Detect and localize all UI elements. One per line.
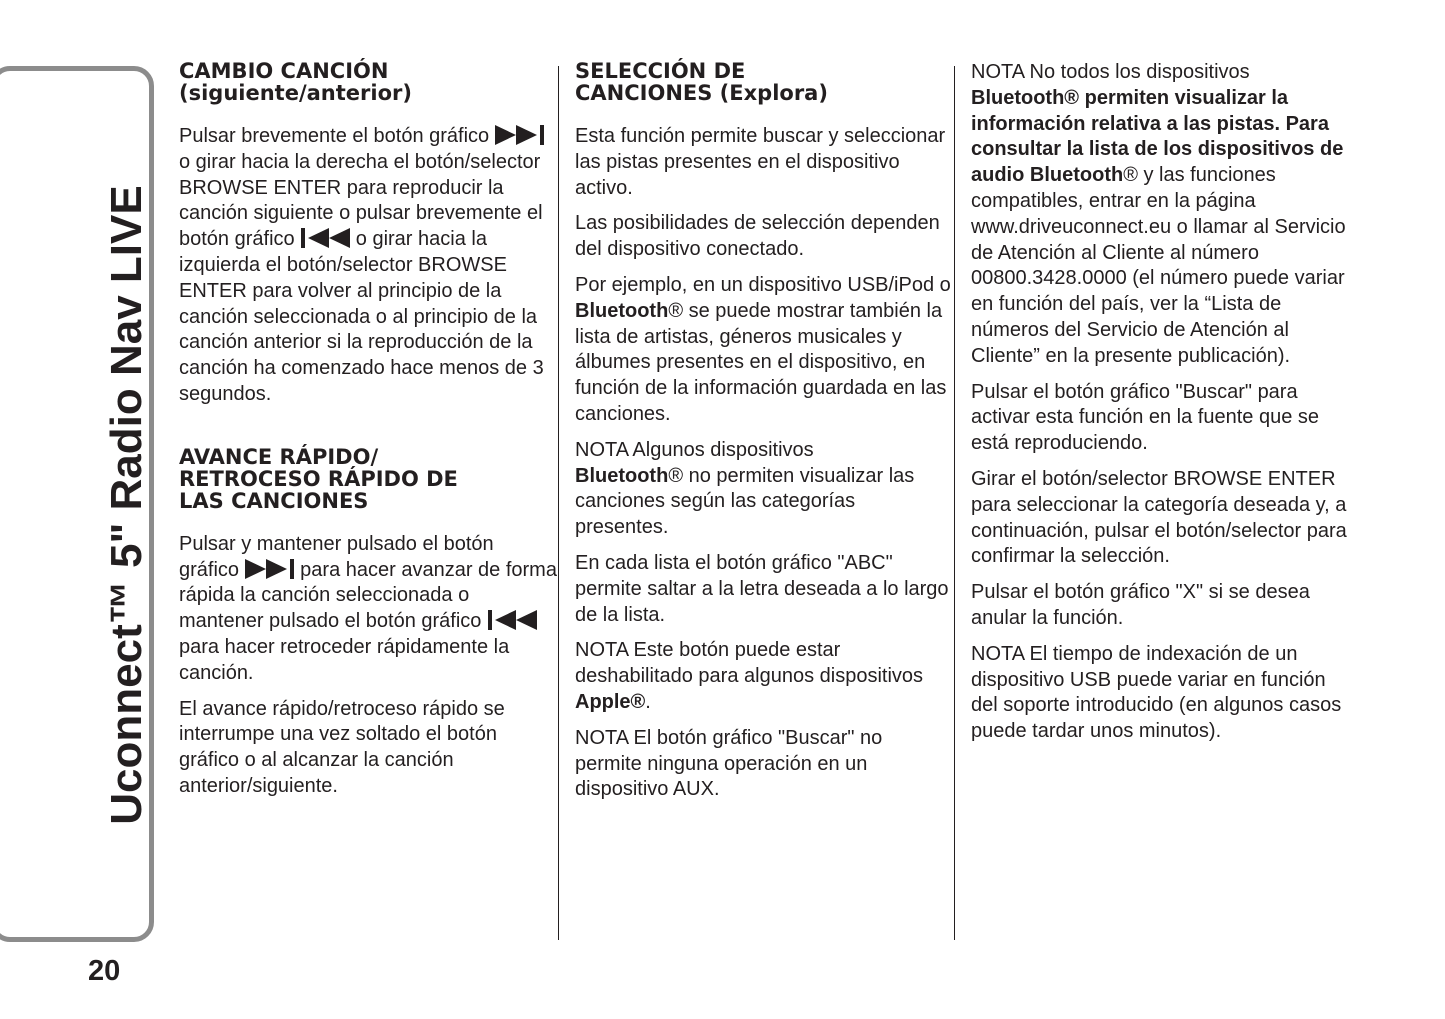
text: Pulsar y mantener pulsado el botón gráfico	[179, 532, 494, 581]
paragraph	[575, 438, 953, 541]
text-bold: Bluetooth® permiten visualizar la información relativa a las pistas. Para consultar la lista de los dispositivos de audio Bluetooth	[971, 86, 1344, 187]
text: o girar hacia la derecha el botón/selector BROWSE ENTER para reproducir la canción siguiente o pulsar brevemente el botón gráfico	[179, 150, 543, 251]
heading-line: AVANCE RÁPIDO/	[179, 444, 379, 469]
paragraph	[575, 273, 953, 428]
heading-line: RETROCESO RÁPIDO DE	[179, 466, 458, 491]
text: .	[645, 690, 651, 713]
paragraph: En cada lista el botón gráfico "ABC" permite saltar a la letra deseada a lo largo de la lista.	[575, 551, 949, 626]
paragraph: Pulsar el botón gráfico "Buscar" para activar esta función en la fuente que se está reproduciendo.	[971, 380, 1320, 455]
next-track-icon	[245, 559, 295, 579]
paragraph	[179, 124, 557, 408]
paragraph: Girar el botón/selector BROWSE ENTER para seleccionar la categoría deseada y, a continuación, pulsar el botón/selector para confirmar la selección.	[971, 467, 1347, 568]
paragraph	[971, 60, 1349, 370]
text: Pulsar brevemente el botón gráfico	[179, 125, 490, 147]
paragraph: NOTA El tiempo de indexación de un dispositivo USB puede variar en función del soporte introducido (en algunos casos puede tardar unos minutos).	[971, 642, 1342, 743]
paragraph: Las posibilidades de selección dependen del dispositivo conectado.	[575, 212, 940, 261]
next-track-icon	[495, 125, 545, 145]
heading-avance-rapido	[179, 446, 557, 512]
text-bold: Apple®	[575, 690, 646, 713]
heading-line: CAMBIO CANCIÓN	[179, 59, 389, 83]
text: ® no permiten visualizar las canciones según las categorías presentes.	[575, 464, 915, 539]
paragraph	[179, 532, 557, 687]
heading-line: (siguiente/anterior)	[179, 81, 412, 105]
heading-line: SELECCIÓN DE	[575, 59, 746, 83]
column-right	[971, 60, 1349, 755]
previous-track-icon	[300, 228, 350, 248]
heading-line: CANCIONES (Explora)	[575, 81, 828, 105]
text: NOTA Algunos dispositivos	[575, 438, 814, 461]
page-number: 20	[88, 955, 121, 987]
paragraph: El avance rápido/retroceso rápido se interrumpe una vez soltado el botón gráfico o al alcanzar la canción anterior/siguiente.	[179, 697, 505, 797]
text-bold: Bluetooth	[575, 299, 669, 322]
paragraph	[575, 638, 953, 715]
column-middle	[575, 60, 953, 813]
text: ® y las funciones compatibles, entrar en la página www.driveuconnect.eu o llamar al Servicio de Atención al Cliente al número 00800.3428.0000 (el número puede variar en función del país, ver la “Lista de números del Servicio de Atención al Cliente” en la presente publicación).	[971, 164, 1346, 367]
text-bold: Bluetooth	[575, 464, 669, 487]
text: para hacer avanzar de forma rápida la canción seleccionada o mantener pulsado el botón gráfico	[179, 558, 557, 633]
text: o girar hacia la izquierda el botón/selector BROWSE ENTER para volver al principio de la canción seleccionada o al principio de la canción anterior si la reproducción de la canción ha comenzado hace menos de 3 segundos.	[179, 228, 544, 405]
text: ® se puede mostrar también la lista de artistas, géneros musicales y álbumes presentes en el dispositivo, en función de la información guardada en las canciones.	[575, 299, 947, 425]
paragraph: NOTA El botón gráfico "Buscar" no permite ninguna operación en un dispositivo AUX.	[575, 726, 883, 801]
column-left	[179, 60, 557, 810]
text: para hacer retroceder rápidamente la canción.	[179, 635, 510, 684]
column-divider-1	[558, 66, 559, 940]
section-side-title: Uconnect™ 5" Radio Nav LIVE	[102, 185, 151, 825]
column-divider-2	[954, 66, 955, 940]
previous-track-icon	[487, 610, 537, 630]
text: NOTA No todos los dispositivos	[971, 61, 1250, 83]
heading-line: LAS CANCIONES	[179, 488, 369, 513]
paragraph: Pulsar el botón gráfico "X" si se desea anular la función.	[971, 581, 1310, 629]
text: Por ejemplo, en un dispositivo USB/iPod o	[575, 273, 951, 296]
heading-cambio-cancion	[179, 60, 557, 104]
heading-seleccion-canciones	[575, 60, 953, 104]
paragraph: Esta función permite buscar y seleccionar las pistas presentes en el dispositivo activo.	[575, 125, 946, 199]
text: NOTA Este botón puede estar deshabilitado para algunos dispositivos	[575, 639, 924, 688]
